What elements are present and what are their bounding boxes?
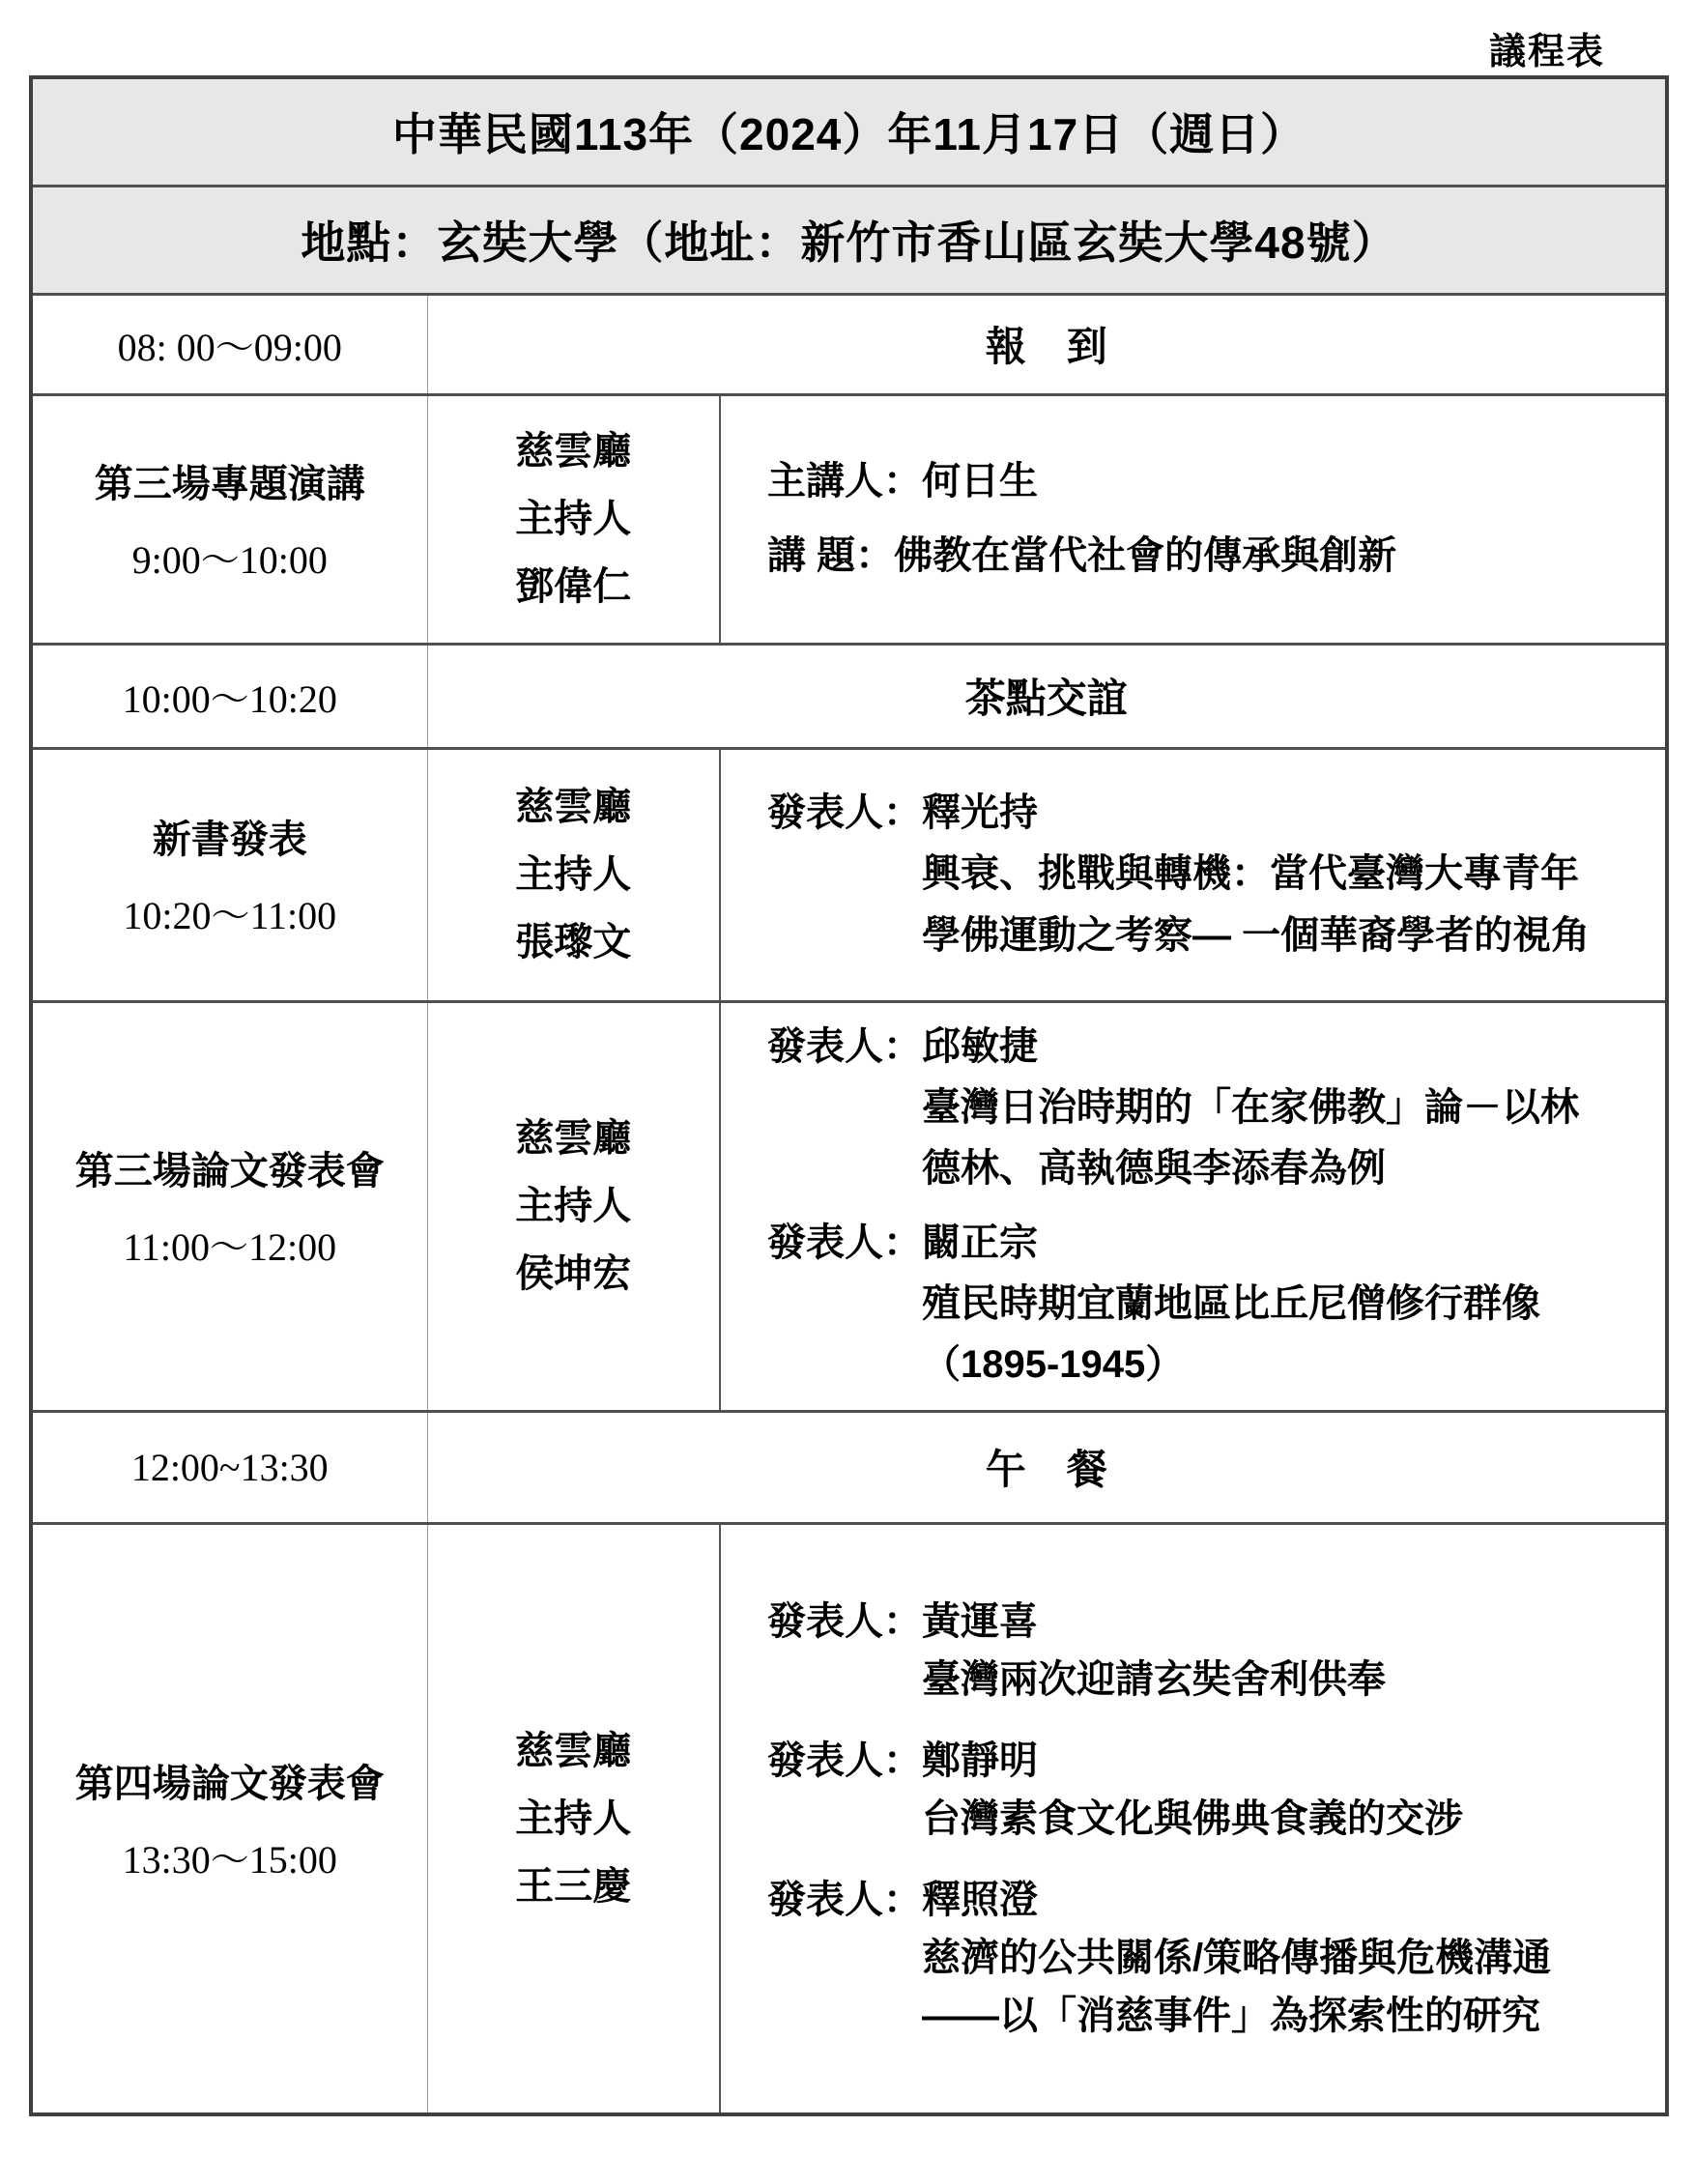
session-title: 第三場專題演講 — [94, 463, 365, 505]
venue-role: 主持人 — [515, 1185, 632, 1228]
session-time: 11:00～12:00 — [123, 1225, 337, 1270]
session-cell — [31, 394, 427, 644]
venue-role: 主持人 — [515, 498, 632, 540]
presenter-name: 釋光持 — [922, 791, 1038, 835]
presenter-label: 發表人： — [767, 1878, 922, 1921]
simple-row — [31, 294, 1667, 394]
presenter-name: 釋照澄 — [922, 1878, 1038, 1921]
presenter-name: 鄭靜明 — [922, 1739, 1038, 1782]
session-title: 新書發表 — [152, 819, 307, 861]
time-cell: 08: 00～09:00 — [31, 294, 427, 394]
presenter-name: 闞正宗 — [922, 1221, 1038, 1265]
presenter-label: 主講人： — [767, 459, 922, 503]
activity-cell: 茶點交誼 — [427, 644, 1667, 748]
presenter-label: 發表人： — [767, 1739, 922, 1782]
activity-cell: 報 到 — [427, 294, 1667, 394]
session-row — [31, 394, 1667, 644]
paper-title-line: 殖民時期宜蘭地區比丘尼僧修行群像 — [922, 1282, 1540, 1326]
venue-hall: 慈雲廳 — [515, 1729, 632, 1772]
paper-title-line: 臺灣兩次迎請玄奘舍利供奉 — [922, 1657, 1386, 1701]
header-location-row — [31, 186, 1667, 294]
venue-role: 主持人 — [515, 1796, 632, 1840]
venue-cell — [427, 394, 720, 644]
page-title: 議程表 — [1488, 32, 1605, 72]
session-time: 13:30～15:00 — [122, 1837, 337, 1882]
paper-title-line: （1895-1945） — [922, 1343, 1185, 1387]
content-cell — [720, 394, 1667, 644]
presenter-body — [922, 1017, 1648, 1200]
session-row — [31, 1523, 1667, 2114]
paper-title-line: 興衰、挑戰與轉機：當代臺灣大專青年 — [922, 852, 1579, 896]
venue-cell — [427, 748, 720, 1001]
location-header-cell: 地點：玄奘大學（地址：新竹市香山區玄奘大學48號） — [31, 186, 1667, 294]
agenda-table — [29, 75, 1669, 2116]
session-title: 第四場論文發表會 — [74, 1762, 385, 1805]
session-cell — [31, 1523, 427, 2114]
presenter-name: 佛教在當代社會的傳承與創新 — [894, 534, 1397, 577]
venue-cell — [427, 1001, 720, 1411]
date-header-cell: 中華民國113年（2024）年11月17日（週日） — [31, 77, 1667, 186]
session-cell — [31, 1001, 427, 1411]
paper-title-line: 慈濟的公共關係/策略傳播與危機溝通 — [922, 1936, 1552, 1979]
session-row — [31, 748, 1667, 1001]
session-cell — [31, 748, 427, 1001]
presenter-label: 發表人： — [767, 1221, 922, 1265]
presenter-body — [922, 1871, 1648, 2045]
presenter-body — [894, 526, 1648, 587]
activity-cell: 午 餐 — [427, 1411, 1667, 1523]
presenter-label: 發表人： — [767, 1024, 922, 1068]
time-cell: 12:00~13:30 — [31, 1411, 427, 1523]
presenter-item — [767, 1732, 1648, 1848]
presenter-body — [922, 1732, 1648, 1848]
venue-chair: 鄧偉仁 — [515, 565, 632, 608]
paper-title-line: 臺灣日治時期的「在家佛教」論－以林 — [922, 1085, 1579, 1129]
content-cell — [720, 748, 1667, 1001]
venue-cell — [427, 1523, 720, 2114]
presenter-name: 何日生 — [922, 459, 1038, 503]
presenter-body — [922, 783, 1648, 966]
presenter-name: 邱敏捷 — [922, 1024, 1038, 1068]
paper-title-line: 學佛運動之考察— 一個華裔學者的視角 — [922, 913, 1591, 957]
presenter-item — [767, 783, 1648, 966]
venue-chair: 張瓈文 — [515, 921, 632, 963]
presenter-item — [767, 1213, 1648, 1396]
simple-row — [31, 1411, 1667, 1523]
venue-chair: 王三慶 — [515, 1864, 632, 1908]
session-time: 10:20～11:00 — [123, 894, 337, 937]
header-date-row — [31, 77, 1667, 186]
paper-title-line: 德林、高執德與李添春為例 — [922, 1146, 1386, 1190]
presenter-body — [922, 1213, 1648, 1396]
presenter-label: 發表人： — [767, 791, 922, 835]
presenter-item — [767, 1871, 1648, 2045]
presenter-body — [922, 1593, 1648, 1709]
venue-role: 主持人 — [515, 853, 632, 896]
simple-row — [31, 644, 1667, 748]
time-cell: 10:00～10:20 — [31, 644, 427, 748]
session-row — [31, 1001, 1667, 1411]
paper-title-line: 台灣素食文化與佛典食義的交涉 — [922, 1796, 1463, 1840]
presenter-body — [922, 451, 1648, 512]
presenter-label: 發表人： — [767, 1599, 922, 1643]
venue-hall: 慈雲廳 — [515, 1117, 632, 1161]
paper-title-line: ——以「消慈事件」為探索性的研究 — [922, 1994, 1540, 2037]
presenter-item — [767, 1017, 1648, 1200]
content-cell — [720, 1523, 1667, 2114]
venue-hall: 慈雲廳 — [515, 786, 632, 828]
venue-hall: 慈雲廳 — [515, 430, 632, 473]
session-title: 第三場論文發表會 — [74, 1150, 385, 1193]
presenter-item — [767, 526, 1648, 587]
venue-chair: 侯坤宏 — [515, 1252, 632, 1296]
session-time: 9:00～10:00 — [131, 538, 328, 582]
content-cell — [720, 1001, 1667, 1411]
presenter-item — [767, 1593, 1648, 1709]
presenter-name: 黃運喜 — [922, 1599, 1038, 1643]
presenter-label: 講 題： — [767, 534, 895, 577]
presenter-item — [767, 451, 1648, 512]
